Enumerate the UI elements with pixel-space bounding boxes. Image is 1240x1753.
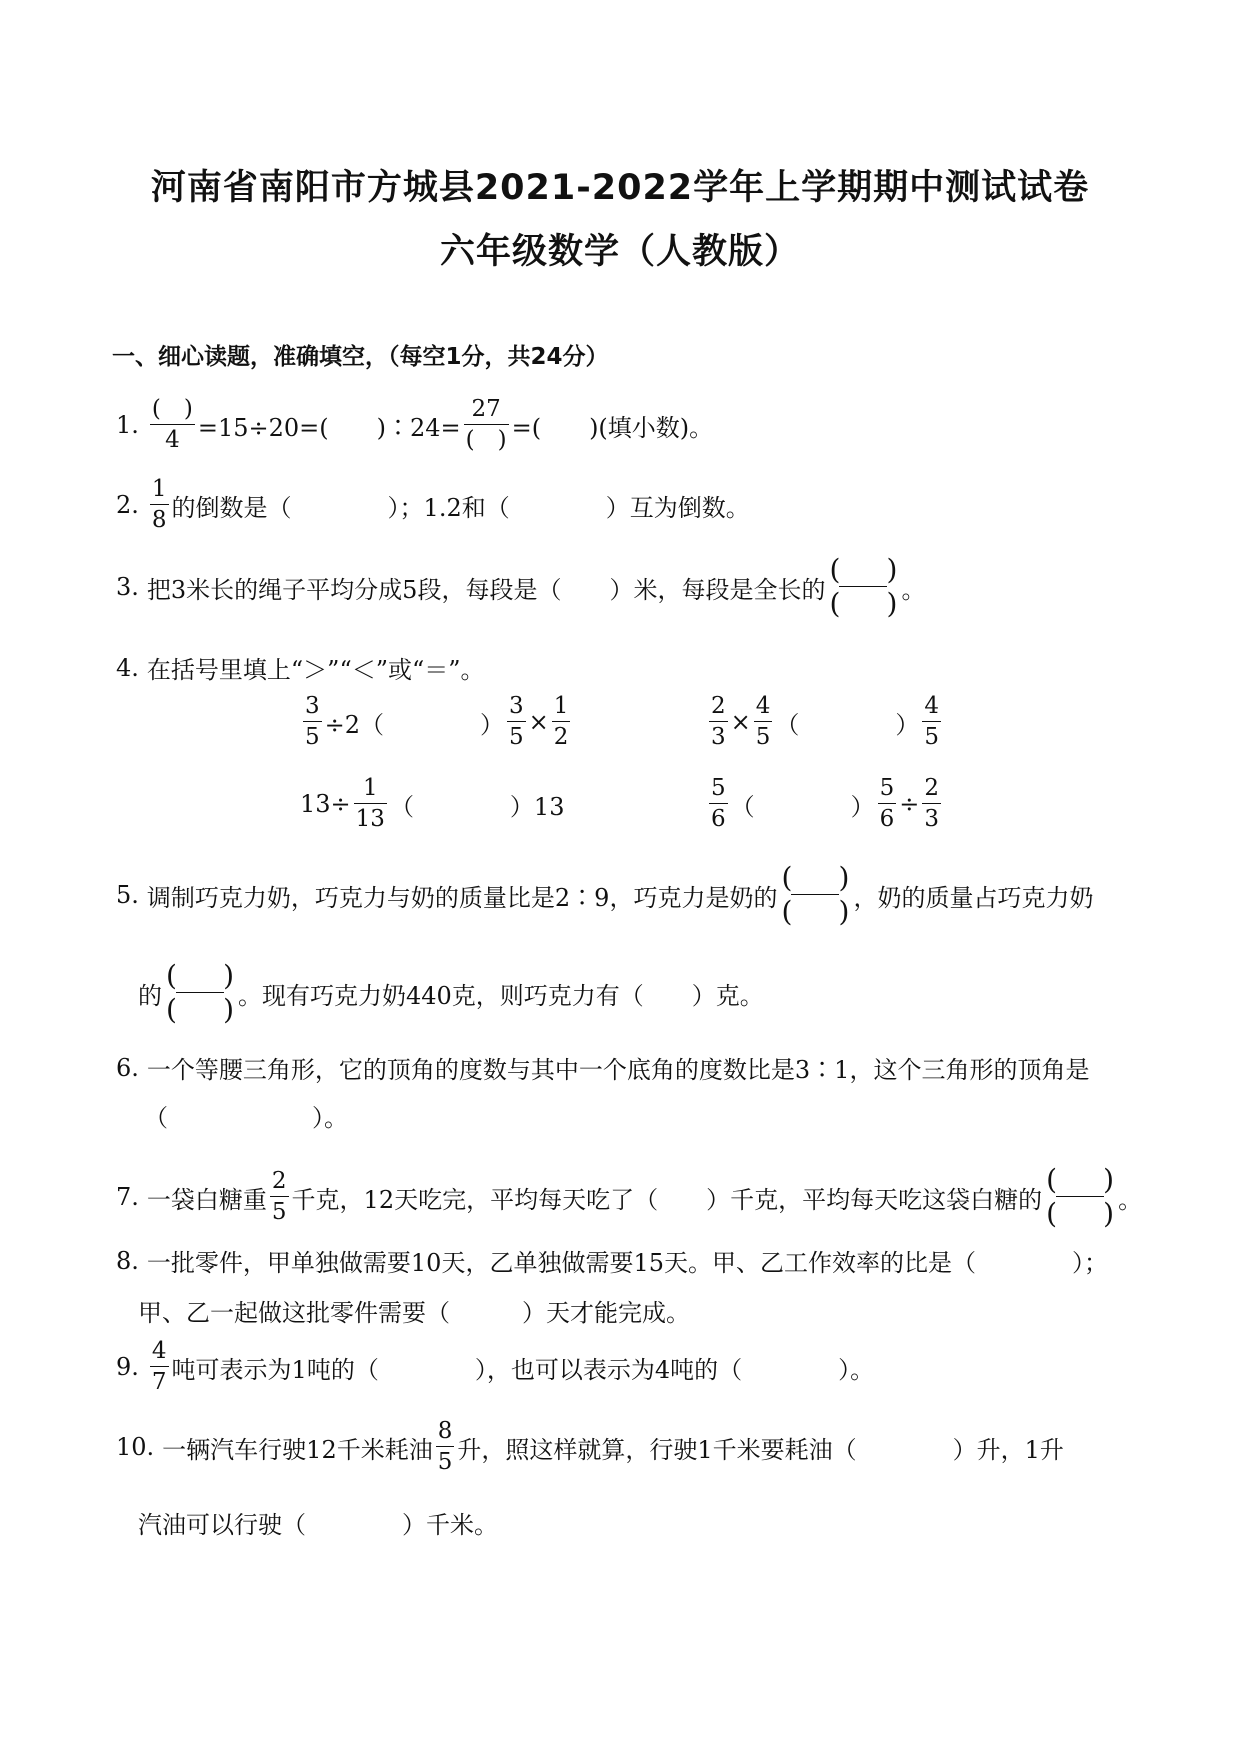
page-title: 河南省南阳市方城县2021-2022学年上学期期中测试试卷 — [150, 168, 1090, 208]
numerator: 27 — [471, 396, 501, 422]
operator: ÷ — [899, 790, 920, 818]
question-1 — [116, 398, 713, 452]
fraction: $\frac{2}{3}$ — [711, 693, 726, 750]
page-subtitle: 六年级数学（人教版） — [439, 232, 800, 272]
question-text: （ ）。 — [144, 1104, 348, 1132]
numerator: 1 — [151, 476, 167, 502]
question-number: 8. — [116, 1246, 139, 1275]
punctuation: 。 — [1118, 1185, 1143, 1214]
question-text: 把3米长的绳子平均分成5段，每段是（ ）米，每段是全长的 — [146, 575, 826, 604]
blank-fraction[interactable]: ( ) ( ) — [1046, 1163, 1115, 1230]
operand: 13÷ — [300, 790, 351, 818]
question-10-cont — [138, 1505, 498, 1540]
question-text: 一个等腰三角形，它的顶角的度数与其中一个底角的度数比是3∶1，这个三角形的顶角是 — [146, 1056, 1090, 1084]
fraction: $\frac{3}{5}$ — [305, 693, 320, 750]
question-5-cont — [138, 959, 764, 1026]
question-number: 1. — [116, 411, 139, 439]
question-9 — [116, 1340, 874, 1394]
section-heading: 一、细心读题，准确填空，（每空1分，共24分） — [112, 344, 609, 370]
operator: （ ） — [775, 710, 920, 739]
blank-fraction[interactable]: ( ) ( ) — [166, 959, 234, 1026]
question-text: 汽油可以行驶（ ）千米。 — [138, 1511, 498, 1539]
operator: ÷2（ ） — [324, 710, 505, 739]
question-text: 一批零件，甲单独做需要10天，乙单独做需要15天。甲、乙工作效率的比是（ ）； — [146, 1249, 1108, 1277]
blank-fraction[interactable] — [829, 553, 898, 620]
fraction: $\frac{3}{5}$ — [509, 693, 524, 750]
question-5 — [116, 861, 1094, 928]
question-7 — [116, 1163, 1143, 1230]
denominator: 8 — [151, 507, 167, 533]
denominator: 4 — [165, 427, 180, 453]
fraction: $\frac{4}{5}$ — [924, 693, 940, 750]
fraction: $\frac{5}{6}$ — [711, 775, 726, 832]
question-text: =( )(填小数)。 — [511, 413, 714, 442]
question-number: 7. — [116, 1183, 139, 1211]
question-text: 甲、乙一起做这批零件需要（ ）天才能完成。 — [138, 1299, 690, 1327]
compare-item-a — [300, 695, 573, 749]
compare-item-b — [706, 695, 944, 749]
numerator: ( ) — [151, 396, 193, 422]
fraction: $\frac{2}{5}$ — [271, 1168, 287, 1225]
question-10 — [116, 1420, 1064, 1474]
blank-fraction[interactable]: ( ) ( ) — [781, 861, 850, 928]
question-text: 在括号里填上“＞”“＜”或“＝”。 — [146, 656, 485, 684]
question-number: 10. — [116, 1433, 155, 1461]
fraction: $\frac{8}{5}$ — [437, 1418, 453, 1475]
compare-item-c — [300, 777, 564, 831]
question-text: 升，照这样就算，行驶1千米要耗油（ ）升，1升 — [457, 1435, 1064, 1464]
question-number: 9. — [116, 1353, 139, 1381]
fraction — [150, 478, 169, 532]
fraction: $\frac{4}{7}$ — [151, 1338, 167, 1395]
question-6 — [116, 1050, 1089, 1085]
question-4 — [116, 650, 485, 685]
question-number: 2. — [116, 491, 139, 519]
operator: × — [528, 708, 549, 736]
question-text: ，奶的质量占巧克力奶 — [853, 883, 1094, 912]
question-text: =15÷20=( )∶24= — [197, 413, 461, 442]
punctuation: 。 — [901, 575, 926, 604]
fraction — [464, 398, 509, 452]
paren: ( — [829, 587, 841, 620]
paren: ( — [829, 553, 841, 586]
question-text: 。现有巧克力奶440克，则巧克力有（ ）克。 — [238, 981, 764, 1010]
question-number: 4. — [116, 653, 139, 682]
question-2 — [116, 478, 750, 532]
operator: （ ） — [730, 792, 875, 821]
question-number: 3. — [116, 573, 139, 601]
question-8-cont — [138, 1293, 690, 1328]
question-number: 5. — [116, 881, 139, 909]
question-3 — [116, 553, 926, 620]
fraction: $\frac{4}{5}$ — [755, 693, 771, 750]
compare-item-d — [706, 777, 944, 831]
paren: ) — [886, 553, 898, 586]
fraction: $\frac{1}{13}$ — [355, 775, 385, 832]
question-number: 6. — [116, 1053, 139, 1082]
fraction: $\frac{2}{3}$ — [924, 775, 940, 832]
question-text: 千克，12天吃完，平均每天吃了（ ）千克，平均每天吃这袋白糖的 — [291, 1185, 1043, 1214]
operator: × — [730, 708, 751, 736]
question-text: 的倒数是（ ）；1.2和（ ）互为倒数。 — [171, 493, 750, 522]
question-text: 吨可表示为1吨的（ ），也可以表示为4吨的（ ）。 — [171, 1355, 875, 1384]
question-text: 的 — [138, 981, 162, 1010]
question-text: 调制巧克力奶，巧克力与奶的质量比是2∶9，巧克力是奶的 — [146, 883, 778, 912]
question-text: 一袋白糖重 — [146, 1185, 267, 1214]
fraction: $\frac{5}{6}$ — [879, 775, 895, 832]
question-8 — [116, 1243, 1108, 1278]
question-6-cont — [144, 1098, 348, 1133]
paren: ) — [886, 587, 898, 620]
fraction: $\frac{1}{2}$ — [553, 693, 569, 750]
fraction — [150, 398, 195, 452]
operator: （ ）13 — [389, 792, 565, 821]
question-text: 一辆汽车行驶12千米耗油 — [162, 1435, 433, 1464]
denominator: ( ) — [465, 427, 507, 453]
